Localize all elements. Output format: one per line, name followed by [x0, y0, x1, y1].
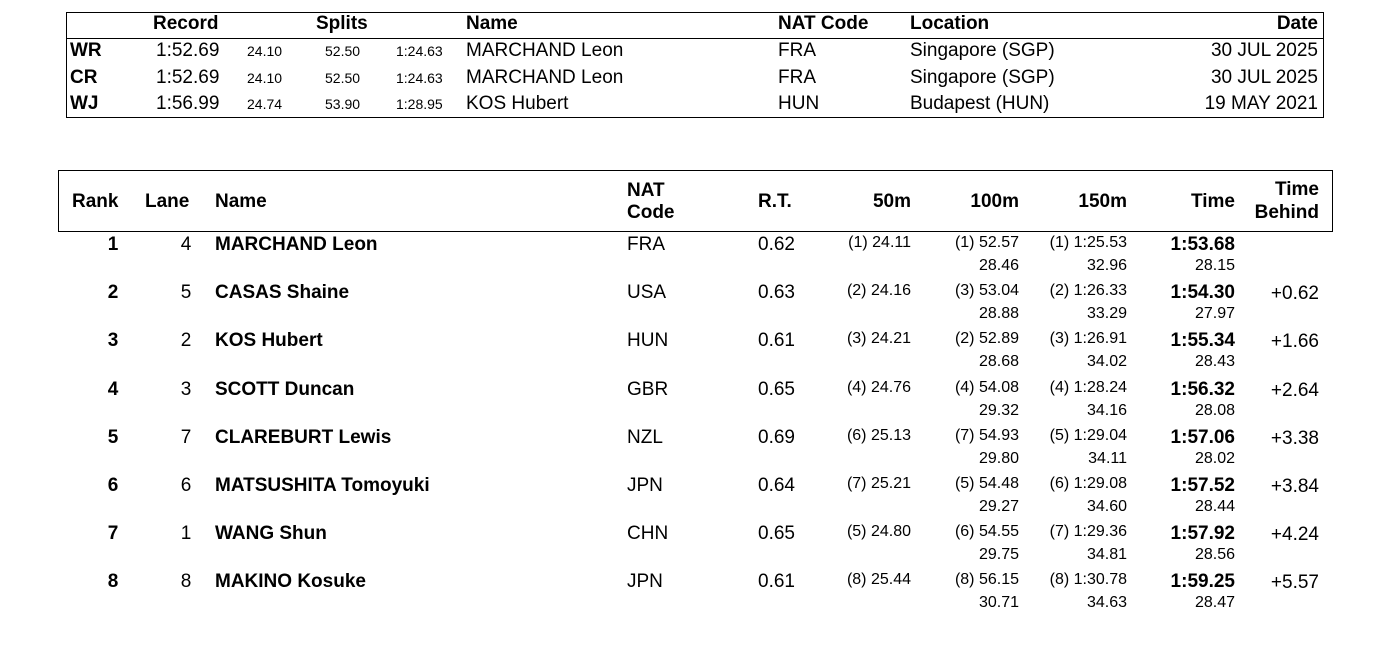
- result-nat-code: HUN: [627, 330, 669, 352]
- result-100m: (3) 53.04: [954, 282, 1019, 300]
- header-behind-line2: Behind: [1254, 202, 1319, 223]
- records-header-nat-code: NAT Code: [778, 13, 869, 34]
- result-time: 1:56.32: [1170, 378, 1235, 400]
- result-100m-split: 28.88: [978, 305, 1019, 323]
- records-header-name: Name: [466, 13, 518, 34]
- result-150m-split: 32.96: [1086, 257, 1127, 274]
- result-lane: 8: [180, 571, 192, 593]
- result-150m-split: 34.63: [1086, 594, 1127, 612]
- record-split-150: 1:24.63: [396, 69, 443, 86]
- result-rank: 7: [107, 523, 119, 545]
- result-150m-split: 34.81: [1086, 546, 1127, 564]
- record-holder-name: MARCHAND Leon: [466, 40, 624, 61]
- result-reaction-time: 0.63: [758, 282, 795, 304]
- result-50m: (6) 25.13: [846, 426, 911, 444]
- result-50m: (3) 24.21: [846, 330, 911, 348]
- result-150m-split: 34.16: [1086, 401, 1127, 419]
- result-100m: (2) 52.89: [954, 330, 1019, 348]
- result-time-behind: +3.84: [1270, 476, 1319, 497]
- header-150m: 150m: [1078, 191, 1127, 212]
- result-rank: 4: [107, 378, 119, 400]
- result-name: MAKINO Kosuke: [215, 571, 366, 593]
- result-time-split: 28.08: [1194, 401, 1235, 419]
- result-lane: 6: [180, 475, 192, 496]
- result-name: KOS Hubert: [215, 330, 323, 352]
- record-date: 30 JUL 2025: [1210, 40, 1318, 61]
- result-100m: (6) 54.55: [954, 523, 1019, 541]
- result-rank: 1: [107, 234, 119, 255]
- result-150m-split: 34.60: [1086, 498, 1127, 515]
- result-100m: (5) 54.48: [954, 475, 1019, 492]
- result-time-split: 27.97: [1194, 305, 1235, 323]
- result-100m: (4) 54.08: [954, 378, 1019, 396]
- result-nat-code: JPN: [627, 475, 663, 496]
- result-time: 1:55.34: [1170, 330, 1235, 352]
- records-header-splits: Splits: [316, 13, 368, 34]
- result-100m: (8) 56.15: [954, 571, 1019, 589]
- result-150m: (7) 1:29.36: [1049, 523, 1127, 541]
- result-time-split: 28.15: [1194, 257, 1235, 274]
- result-100m: (1) 52.57: [954, 234, 1019, 251]
- result-rank: 6: [107, 475, 119, 496]
- result-time-split: 28.02: [1194, 449, 1235, 467]
- result-reaction-time: 0.64: [758, 475, 795, 496]
- result-nat-code: FRA: [627, 234, 665, 255]
- header-lane: Lane: [145, 191, 190, 212]
- result-150m: (8) 1:30.78: [1049, 571, 1127, 589]
- result-100m-split: 29.80: [978, 449, 1019, 467]
- result-time: 1:57.52: [1170, 475, 1235, 496]
- result-time-split: 28.56: [1194, 546, 1235, 564]
- result-150m: (5) 1:29.04: [1049, 426, 1127, 444]
- record-nat-code: FRA: [778, 66, 816, 88]
- result-50m: (5) 24.80: [846, 523, 911, 541]
- result-150m: (6) 1:29.08: [1049, 475, 1127, 492]
- record-split-150: 1:28.95: [396, 96, 443, 112]
- record-type: WR: [70, 40, 102, 61]
- result-50m: (4) 24.76: [846, 378, 911, 396]
- result-time-behind: +1.66: [1270, 331, 1319, 353]
- result-time: 1:57.06: [1170, 426, 1235, 448]
- record-nat-code: HUN: [778, 93, 820, 114]
- header-time: Time: [1190, 191, 1235, 212]
- result-lane: 2: [180, 330, 192, 352]
- result-time: 1:59.25: [1170, 571, 1235, 593]
- header-behind-line1: Time: [1274, 179, 1319, 200]
- record-holder-name: KOS Hubert: [466, 93, 569, 114]
- result-lane: 4: [180, 234, 192, 255]
- result-150m-split: 34.11: [1088, 449, 1127, 467]
- result-name: CLAREBURT Lewis: [215, 426, 392, 448]
- result-rank: 8: [107, 571, 119, 593]
- result-50m: (8) 25.44: [846, 571, 911, 589]
- header-50m: 50m: [872, 191, 911, 212]
- result-lane: 3: [180, 378, 192, 400]
- result-150m: (3) 1:26.91: [1049, 330, 1127, 348]
- result-100m-split: 29.27: [978, 498, 1019, 515]
- result-time-behind: +3.38: [1270, 427, 1319, 449]
- result-name: WANG Shun: [215, 523, 327, 545]
- record-split-50: 24.10: [247, 69, 283, 86]
- record-date: 19 MAY 2021: [1204, 93, 1318, 114]
- result-time: 1:57.92: [1170, 523, 1235, 545]
- result-time-split: 28.47: [1194, 594, 1235, 612]
- header-name: Name: [215, 191, 267, 212]
- result-reaction-time: 0.65: [758, 523, 795, 545]
- record-type: WJ: [70, 93, 99, 114]
- result-rank: 2: [107, 282, 119, 304]
- result-name: MARCHAND Leon: [215, 234, 378, 255]
- record-nat-code: FRA: [778, 40, 816, 61]
- record-location: Singapore (SGP): [910, 66, 1055, 88]
- result-time-behind: +0.62: [1270, 283, 1319, 305]
- records-header-date: Date: [1276, 13, 1318, 34]
- result-150m: (1) 1:25.53: [1049, 234, 1127, 251]
- result-lane: 1: [180, 523, 192, 545]
- header-rt: R.T.: [758, 191, 792, 212]
- result-150m-split: 34.02: [1086, 353, 1127, 371]
- result-nat-code: GBR: [627, 378, 669, 400]
- result-time: 1:53.68: [1170, 234, 1235, 255]
- header-100m: 100m: [970, 191, 1019, 212]
- records-header-divider: [66, 38, 1324, 39]
- record-location: Singapore (SGP): [910, 40, 1055, 61]
- result-100m-split: 29.32: [978, 401, 1019, 419]
- result-lane: 5: [180, 282, 192, 304]
- records-header-record: Record: [153, 13, 219, 34]
- result-time-behind: +4.24: [1270, 524, 1319, 546]
- result-rank: 5: [107, 426, 119, 448]
- record-time: 1:52.69: [156, 66, 220, 88]
- result-name: MATSUSHITA Tomoyuki: [215, 475, 430, 496]
- result-150m: (2) 1:26.33: [1049, 282, 1127, 300]
- result-100m-split: 29.75: [978, 546, 1019, 564]
- result-time-behind: +2.64: [1270, 379, 1319, 401]
- result-time-split: 28.44: [1194, 498, 1235, 515]
- result-reaction-time: 0.65: [758, 378, 795, 400]
- result-reaction-time: 0.69: [758, 426, 795, 448]
- result-50m: (1) 24.11: [848, 234, 911, 251]
- result-reaction-time: 0.62: [758, 234, 795, 255]
- result-nat-code: JPN: [627, 571, 663, 593]
- header-rank: Rank: [72, 191, 119, 212]
- header-nat-line1: NAT: [627, 180, 665, 201]
- result-name: CASAS Shaine: [215, 282, 350, 304]
- result-reaction-time: 0.61: [758, 571, 795, 593]
- record-split-50: 24.10: [247, 43, 283, 59]
- record-split-100: 52.50: [325, 69, 361, 86]
- record-split-100: 53.90: [325, 96, 361, 112]
- result-50m: (7) 25.21: [846, 475, 911, 492]
- result-150m: (4) 1:28.24: [1049, 378, 1127, 396]
- result-100m: (7) 54.93: [954, 426, 1019, 444]
- result-time-split: 28.43: [1194, 353, 1235, 371]
- record-type: CR: [70, 66, 98, 88]
- result-reaction-time: 0.61: [758, 330, 795, 352]
- result-nat-code: USA: [627, 282, 667, 304]
- result-50m: (2) 24.16: [846, 282, 911, 300]
- result-100m-split: 28.68: [978, 353, 1019, 371]
- records-header-location: Location: [910, 13, 990, 34]
- record-split-150: 1:24.63: [396, 43, 443, 59]
- record-holder-name: MARCHAND Leon: [466, 66, 624, 88]
- result-nat-code: CHN: [627, 523, 669, 545]
- result-time-behind: +5.57: [1270, 572, 1319, 594]
- result-100m-split: 28.46: [978, 257, 1019, 274]
- result-lane: 7: [180, 426, 192, 448]
- record-time: 1:56.99: [156, 93, 220, 114]
- result-rank: 3: [107, 330, 119, 352]
- record-split-50: 24.74: [247, 96, 283, 112]
- result-time: 1:54.30: [1170, 282, 1235, 304]
- record-split-100: 52.50: [325, 43, 361, 59]
- record-date: 30 JUL 2025: [1210, 66, 1318, 88]
- result-100m-split: 30.71: [978, 594, 1019, 612]
- header-nat-line2: Code: [627, 202, 675, 223]
- result-nat-code: NZL: [627, 426, 663, 448]
- record-location: Budapest (HUN): [910, 93, 1050, 114]
- result-150m-split: 33.29: [1086, 305, 1127, 323]
- result-name: SCOTT Duncan: [215, 378, 355, 400]
- record-time: 1:52.69: [156, 40, 220, 61]
